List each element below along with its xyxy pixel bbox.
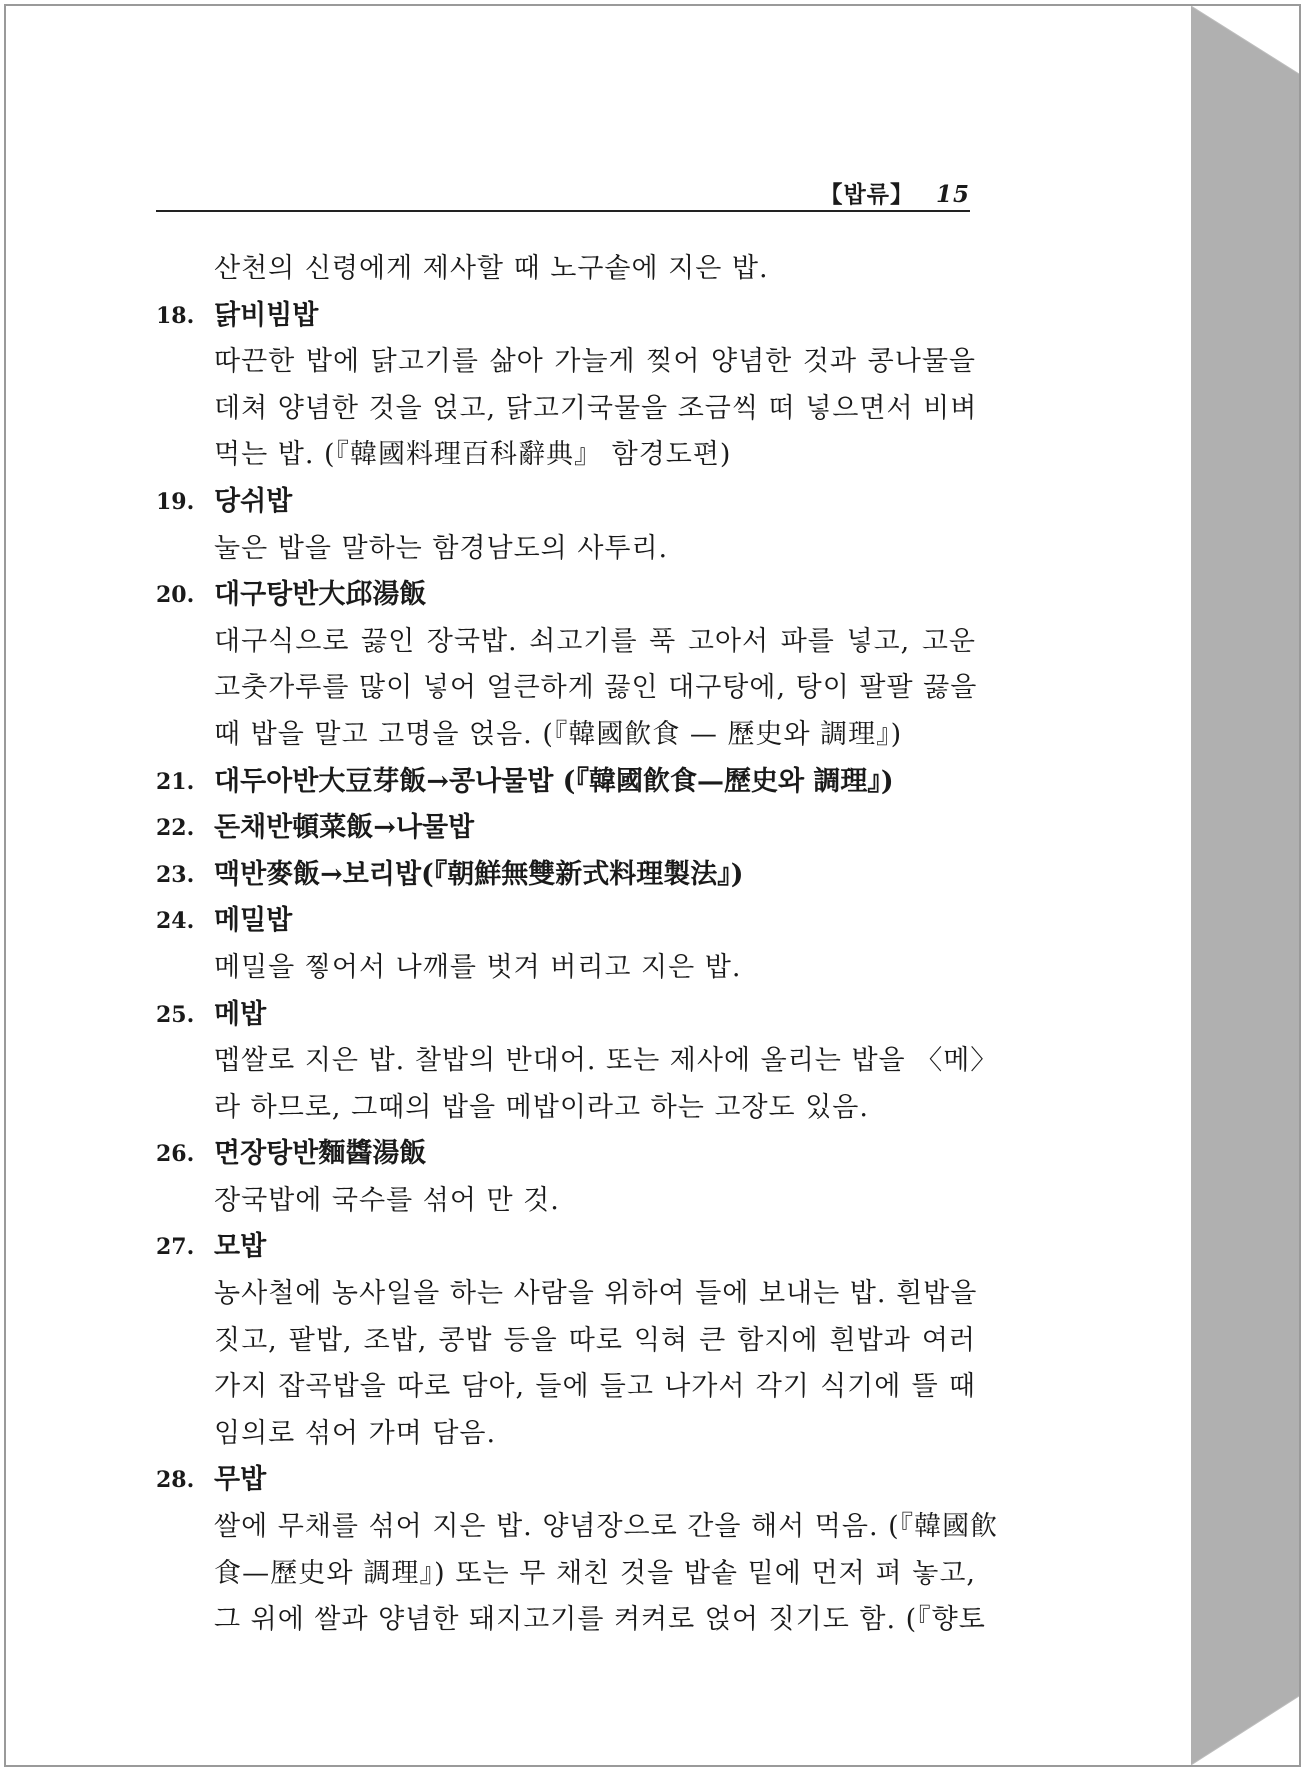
book-edge — [1191, 6, 1299, 1765]
entry-heading — [156, 759, 976, 806]
entry-number: 25. — [156, 1001, 195, 1028]
body-line: 장국밥에 국수를 섞어 만 것. — [214, 1184, 560, 1216]
body-line: 대구식으로 끓인 장국밥. 쇠고기를 푹 고아서 파를 넣고, 고운 — [214, 625, 976, 657]
entry-heading — [156, 898, 976, 945]
body-line: 멥쌀로 지은 밥. 찰밥의 반대어. 또는 제사에 올리는 밥을 〈메〉 — [214, 1045, 999, 1077]
entry-title: 맥반麥飯→보리밥(『朝鮮無雙新式料理製法』) — [214, 858, 744, 890]
body-line: 따끈한 밥에 닭고기를 삶아 가늘게 찢어 양념한 것과 콩나물을 — [214, 346, 976, 378]
entry-number: 20. — [156, 582, 195, 609]
entry-number: 27. — [156, 1234, 195, 1261]
entry-heading — [156, 572, 976, 619]
body-line: 임의로 섞어 가며 담음. — [214, 1417, 497, 1449]
entry-number: 21. — [156, 768, 195, 795]
entry-number: 24. — [156, 908, 195, 935]
entry-title: 모밥 — [214, 1231, 267, 1263]
body-line: 그 위에 쌀과 양념한 돼지고기를 켜켜로 얹어 짓기도 함. (『향토 — [214, 1604, 986, 1636]
header-rule — [156, 210, 970, 212]
entry-heading — [156, 1457, 976, 1504]
page-header — [156, 166, 970, 212]
body-line: 메밀을 찧어서 나깨를 벗겨 버리고 지은 밥. — [214, 951, 742, 983]
body-line: 농사철에 농사일을 하는 사람을 위하여 들에 보내는 밥. 흰밥을 — [214, 1278, 978, 1310]
body-line: 가지 잡곡밥을 따로 담아, 들에 들고 나가서 각기 식기에 뜰 때 — [214, 1371, 976, 1403]
running-head — [820, 176, 970, 209]
section-title: 【밥류】 — [819, 181, 914, 208]
entry-heading — [156, 293, 976, 340]
entry-heading — [156, 1131, 976, 1178]
page-body — [156, 246, 999, 1644]
body-line: 짓고, 팥밥, 조밥, 콩밥 등을 따로 익혀 큰 함지에 흰밥과 여러 — [214, 1324, 976, 1356]
body-line: 산천의 신령에게 제사할 때 노구솥에 지은 밥. — [214, 253, 769, 284]
entry-title: 닭비빔밥 — [214, 299, 319, 331]
entry-number: 26. — [156, 1141, 195, 1168]
entry-title: 메밥 — [214, 998, 267, 1030]
entry-title: 대구탕반大邱湯飯 — [214, 579, 427, 611]
entry-title: 대두아반大豆芽飯→콩나물밥 (『韓國飮食—歷史와 調理』) — [214, 765, 894, 797]
entry-heading — [156, 852, 976, 899]
entry-number: 23. — [156, 861, 195, 888]
entry-title: 돈채반頓菜飯→나물밥 — [214, 812, 475, 844]
entry-number: 19. — [156, 488, 195, 515]
body-line: 라 하므로, 그때의 밥을 메밥이라고 하는 고장도 있음. — [214, 1091, 869, 1123]
entry-heading — [156, 992, 976, 1039]
entry-title: 무밥 — [214, 1464, 267, 1496]
body-line: 食—歷史와 調理』) 또는 무 채친 것을 밥솥 밑에 먼저 펴 놓고, — [214, 1557, 976, 1589]
body-line: 때 밥을 말고 고명을 얹음. (『韓國飮食 — 歷史와 調理』) — [214, 718, 903, 750]
body-line: 먹는 밥. (『韓國料理百科辭典』 함경도편) — [214, 439, 732, 471]
entry-title: 면장탕반麵醬湯飯 — [214, 1138, 427, 1170]
page-number: 15 — [935, 181, 970, 208]
body-line: 데쳐 양념한 것을 얹고, 닭고기국물을 조금씩 떠 넣으면서 비벼 — [214, 392, 978, 424]
body-line: 쌀에 무채를 섞어 지은 밥. 양념장으로 간을 해서 먹음. (『韓國飮 — [214, 1511, 999, 1543]
entry-number: 18. — [156, 302, 195, 329]
entry-heading — [156, 1224, 976, 1271]
entry-number: 22. — [156, 815, 195, 842]
body-line: 눌은 밥을 말하는 함경남도의 사투리. — [214, 532, 669, 564]
body-line: 고춧가루를 많이 넣어 얼큰하게 끓인 대구탕에, 탕이 팔팔 끓을 — [214, 672, 978, 704]
entry-title: 메밀밥 — [214, 905, 293, 937]
entry-heading — [156, 805, 976, 852]
entry-title: 당쉬밥 — [214, 485, 293, 517]
entry-number: 28. — [156, 1467, 195, 1494]
entry-heading — [156, 479, 976, 526]
